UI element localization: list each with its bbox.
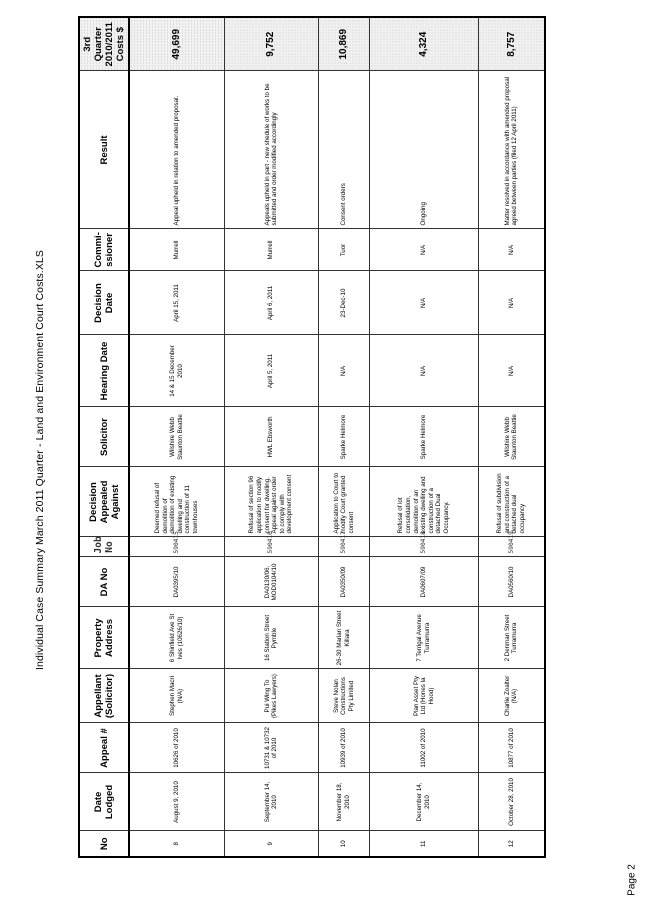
cell-decision-date: April 15, 2011	[129, 271, 224, 335]
header-appellant: Appellant (Solicitor)	[79, 669, 129, 723]
document-title: Individual Case Summary March 2011 Quarter - Land and Environment Court Costs.XLS	[34, 250, 46, 670]
cell-decision-date: April 6, 2011	[224, 271, 318, 335]
cell-appellant: Steve Nolan Constructions Pty Limited	[318, 669, 370, 723]
header-costs: 3rd Quarter 2010/2011 Costs $	[79, 17, 129, 71]
cell-no: 8	[129, 831, 224, 857]
cell-hearing-date: N/A	[318, 335, 370, 407]
cell-da-no: DA0607/09	[370, 557, 478, 607]
cell-costs: 8,757	[478, 17, 545, 71]
cell-appeal-no: 10939 of 2010	[318, 723, 370, 773]
cell-appellant: Pui Wing To (Pikes Lawyers)	[224, 669, 318, 723]
cell-costs: 9,752	[224, 17, 318, 71]
cell-result: Appeals upheld in part - new shedule of works to be submitted and order modified accordingly	[224, 71, 318, 229]
cell-job-no: 590419	[478, 537, 545, 557]
cell-commissioner: Murrell	[224, 229, 318, 271]
cell-date-lodged: December 14, 2010	[370, 773, 478, 831]
table-header-row	[79, 17, 129, 857]
cell-hearing-date: 14 & 15 December 2010	[129, 335, 224, 407]
cell-solicitor: Wilshire Webb Staunton Beattie	[478, 407, 545, 467]
page-number: Page 2	[626, 864, 638, 896]
cell-property: 6 Shinfield Ave St Ives (10626/10)	[129, 607, 224, 669]
header-solicitor: Solicitor	[79, 407, 129, 467]
table-row	[224, 17, 318, 857]
cell-appeal-no: 10877 of 2010	[478, 723, 545, 773]
cell-solicitor: Sparke Helmore	[370, 407, 478, 467]
header-commissioner: Commi-ssioner	[79, 229, 129, 271]
cell-hearing-date: N/A	[478, 335, 545, 407]
header-job-no: Job No	[79, 537, 129, 557]
header-property: Property Address	[79, 607, 129, 669]
cell-decision: Application to Court to modify Court granted consent	[318, 467, 370, 537]
table-row	[478, 17, 545, 857]
header-decision-date: Decision Date	[79, 271, 129, 335]
cell-date-lodged: October 28, 2010	[478, 773, 545, 831]
cell-decision: Refusal of lot consolidation, demolition of an existing dwelling and construction of a detached Dual Occupancy.	[370, 467, 478, 537]
cell-no: 12	[478, 831, 545, 857]
cell-no: 11	[370, 831, 478, 857]
cell-no: 9	[224, 831, 318, 857]
header-decision: Decision Appealed Against	[79, 467, 129, 537]
cell-hearing-date: April 5, 2011	[224, 335, 318, 407]
cell-commissioner: Murrell	[129, 229, 224, 271]
table-row	[370, 17, 478, 857]
cell-costs: 10,869	[318, 17, 370, 71]
cell-decision: Refusal of subdivision and construction of a detached dual occupancy	[478, 467, 545, 537]
cell-costs: 49,699	[129, 17, 224, 71]
cell-solicitor: Wilshire Webb Staunton Beattie	[129, 407, 224, 467]
cell-date-lodged: November 18, 2010	[318, 773, 370, 831]
cell-appellant: Charlie Zoalter (N/A)	[478, 669, 545, 723]
cell-appellant: Plan Asset Pty Ltd (Hones la Hood)	[370, 669, 478, 723]
cell-property: 26-30 Marian Street Killara	[318, 607, 370, 669]
cell-no: 10	[318, 831, 370, 857]
cell-decision: Refusal of section 96 application to modify consent for dwelling. Appeal against order to comply with development consent	[224, 467, 318, 537]
cell-hearing-date: N/A	[370, 335, 478, 407]
case-table-sheet	[78, 22, 546, 858]
cell-da-no: DA0560/10	[478, 557, 545, 607]
case-summary-table	[78, 16, 546, 858]
cell-property: 2 Denman Street Turramurra	[478, 607, 545, 669]
cell-decision-date: 23-Dec-10	[318, 271, 370, 335]
cell-commissioner: N/A	[370, 229, 478, 271]
cell-job-no: 590416	[224, 537, 318, 557]
header-date-lodged: Date Lodged	[79, 773, 129, 831]
cell-job-no: 590418	[370, 537, 478, 557]
cell-solicitor: Sparke Helmore	[318, 407, 370, 467]
cell-result: Ongoing	[370, 71, 478, 229]
cell-solicitor: HWL Ebsworth	[224, 407, 318, 467]
cell-date-lodged: September 14, 2010	[224, 773, 318, 831]
cell-date-lodged: August 9, 2010	[129, 773, 224, 831]
table-row	[129, 17, 224, 857]
cell-decision-date: N/A	[370, 271, 478, 335]
table-row	[318, 17, 370, 857]
header-result: Result	[79, 71, 129, 229]
cell-appellant: Stephen Macri (N/A)	[129, 669, 224, 723]
header-appeal-no: Appeal #	[79, 723, 129, 773]
cell-da-no: DA0395/10	[129, 557, 224, 607]
cell-da-no: DA0350/09	[318, 557, 370, 607]
cell-appeal-no: 10731 & 10732 of 2010	[224, 723, 318, 773]
cell-appeal-no: 11002 of 2010	[370, 723, 478, 773]
case-table-rotated	[78, 22, 546, 858]
cell-job-no: 590415	[129, 537, 224, 557]
header-da-no: DA No	[79, 557, 129, 607]
cell-result: Consent orders	[318, 71, 370, 229]
header-no: No	[79, 831, 129, 857]
cell-result: Appeal upheld in relation to amended proposal.	[129, 71, 224, 229]
header-hearing-date: Hearing Date	[79, 335, 129, 407]
cell-decision: Deemed refusal of demolition of demolition of existing dwelling and construction of 11 townhouses	[129, 467, 224, 537]
cell-costs: 4,324	[370, 17, 478, 71]
cell-decision-date: N/A	[478, 271, 545, 335]
cell-da-no: DA0130/06, MOD0104/10	[224, 557, 318, 607]
cell-property: 16 Station Street Pymble	[224, 607, 318, 669]
cell-appeal-no: 10626 of 2010	[129, 723, 224, 773]
cell-property: 7 Terrigal Avenue Turramurra	[370, 607, 478, 669]
cell-commissioner: Tuor	[318, 229, 370, 271]
cell-result: Matter resolved in accordance with amended proposal agreed between parties (filed 12 April 2011)	[478, 71, 545, 229]
cell-commissioner: N/A	[478, 229, 545, 271]
cell-job-no: 590417	[318, 537, 370, 557]
